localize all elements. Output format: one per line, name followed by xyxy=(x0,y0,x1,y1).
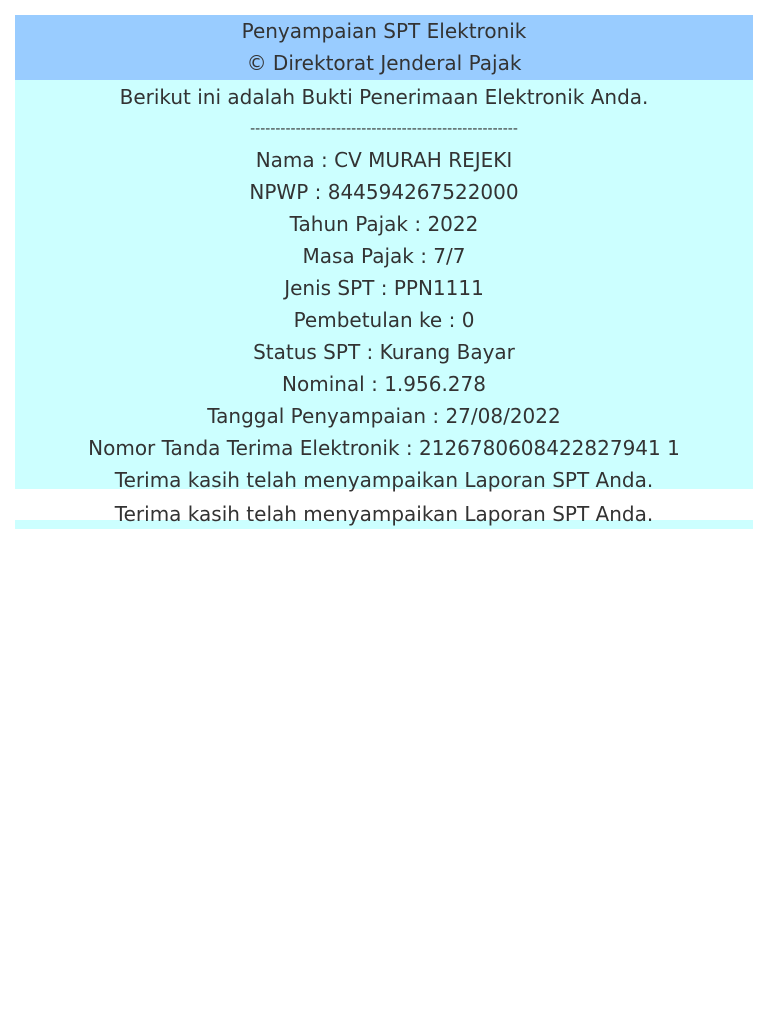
receipt-body xyxy=(15,80,753,492)
field-pembetulan: Pembetulan ke : 0 xyxy=(293,308,475,332)
field-masa-pajak: Masa Pajak : 7/7 xyxy=(302,244,466,268)
field-jenis-spt: Jenis SPT : PPN1111 xyxy=(284,276,484,300)
separator-line: ----------------------------------------------------- xyxy=(250,121,518,137)
field-nominal: Nominal : 1.956.278 xyxy=(282,372,486,396)
field-nomor-tanda-terima: Nomor Tanda Terima Elektronik : 2126780608422827941 1 xyxy=(88,436,680,460)
field-tanggal-penyampaian: Tanggal Penyampaian : 27/08/2022 xyxy=(207,404,561,428)
copyright-line: © Direktorat Jenderal Pajak xyxy=(246,51,522,75)
rendering-artifact-strip xyxy=(15,502,753,529)
field-tahun-pajak: Tahun Pajak : 2022 xyxy=(289,212,479,236)
page-title: Penyampaian SPT Elektronik xyxy=(241,19,527,43)
receipt-field-list xyxy=(15,144,753,496)
closing-text: Terima kasih telah menyampaikan Laporan SPT Anda. xyxy=(114,468,654,492)
intro-text: Berikut ini adalah Bukti Penerimaan Elektronik Anda. xyxy=(119,85,649,109)
field-status-spt: Status SPT : Kurang Bayar xyxy=(253,340,515,364)
field-nama: Nama : CV MURAH REJEKI xyxy=(255,148,513,172)
receipt-header xyxy=(15,15,753,80)
closing-text-duplicate: Terima kasih telah menyampaikan Laporan SPT Anda. xyxy=(114,502,654,526)
field-npwp: NPWP : 844594267522000 xyxy=(249,180,519,204)
